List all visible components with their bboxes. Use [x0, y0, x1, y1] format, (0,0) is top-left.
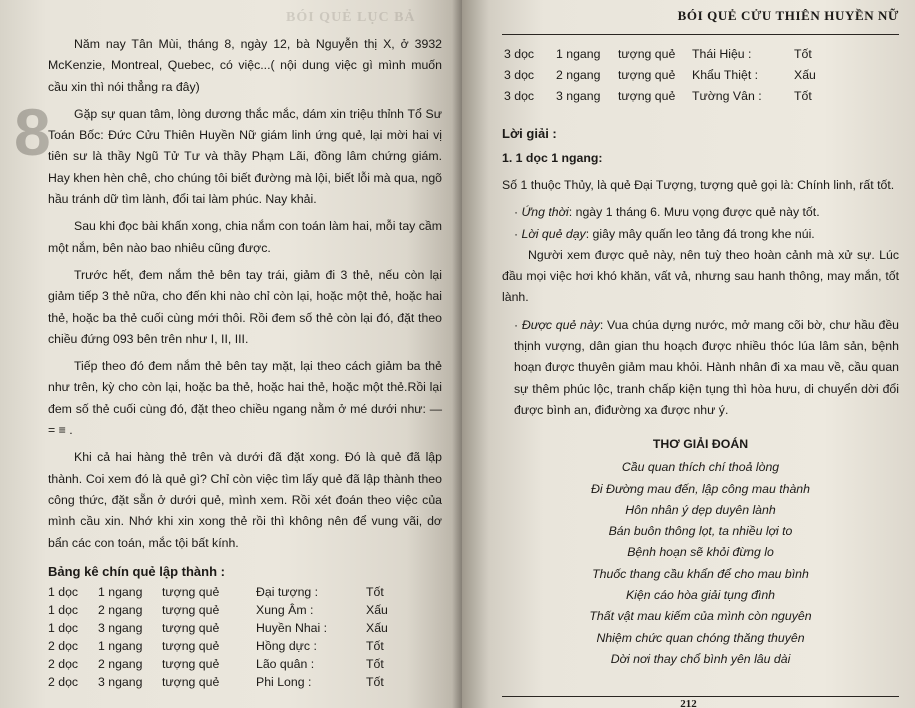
cell-horizontal: 3 ngang	[556, 89, 601, 103]
cell-verdict: Tốt	[366, 584, 384, 599]
cell-vertical: 3 dọc	[504, 47, 535, 61]
cell-verdict: Xấu	[366, 602, 388, 617]
cell-verdict: Tốt	[366, 638, 384, 653]
poem	[502, 457, 899, 670]
cell-verdict: Xấu	[366, 620, 388, 635]
bullet-timing-text: : ngày 1 tháng 6. Mưu vọng được quẻ này tốt.	[568, 205, 820, 220]
table-heading: Bảng kê chín quẻ lập thành :	[48, 563, 225, 579]
ghost-page-number: 8	[14, 95, 51, 169]
footer-rule	[502, 696, 899, 697]
solution-paragraph: Người xem được quẻ này, nên tuỳ theo hoàn cảnh mà xử sự. Lúc đầu mọi việc hơi khó khăn, vất vả, nhưng sau hanh thông, may mắn, tốt lành.	[502, 247, 899, 305]
table-row	[48, 619, 442, 637]
poem-line: Hôn nhân ý dẹp duyên lành	[625, 502, 776, 517]
poem-line: Thuốc thang cầu khẩn để cho mau bình	[592, 566, 809, 581]
poem-line: Cầu quan thích chí thoả lòng	[621, 460, 780, 475]
table-row	[48, 637, 442, 655]
solution-subheading: 1. 1 dọc 1 ngang:	[502, 151, 603, 165]
cell-label: tượng quẻ	[162, 584, 220, 599]
paragraph-prayer: Gặp sự quan tâm, lòng dương thắc mắc, dám xin triệu thỉnh Tổ Sư Toán Bốc: Đức Cửu Thiên Huyền Nữ giám linh ứng quẻ, lại mời hai vị tiên sư là thầy Ngũ Tử Tư và thầy Phạm Lãi, đồng lâm chứng giám. Hay khen hèn chê, cho chúng tôi biết đường mà lội, biết lỗi mà qua, ngõ hầu tránh dữ tìm lành, đổi tai làm phúc. Nay khải.	[48, 106, 442, 207]
cell-horizontal: 2 ngang	[98, 602, 143, 617]
solution-heading: Lời giải :	[502, 126, 557, 141]
table-row	[48, 655, 442, 673]
poem-title: THƠ GIẢI ĐOÁN	[652, 437, 749, 452]
cell-vertical: 3 dọc	[504, 89, 535, 103]
cell-name: Phi Long :	[256, 674, 312, 689]
cell-verdict: Tốt	[366, 656, 384, 671]
paragraph-invocation: Năm nay Tân Mùi, tháng 8, ngày 12, bà Nguyễn thị X, ở 3932 McKenzie, Montreal, Quebec, có việc...( nội dung việc gì mình muốn cầu xin thì nói thẳng ra đây)	[48, 37, 442, 94]
bullet-outcome-text: : Vua chúa dựng nước, mở mang cõi bờ, chư hầu đều thịnh vượng, dân gian thu hoạch được nhiều thóc lúa lâm sản, bệnh hoạn được thuyên giảm mau khỏi. Hành nhân đi xa mau về, cầu quan sự thêm phúc lộc, tranh chấp kiện tụng thì hòa hưu, di chuyển dời đổi được bình an, điđường xa được như ý.	[514, 317, 899, 417]
running-header: BÓI QUẺ CỬU THIÊN HUYỀN NỮ	[502, 0, 899, 35]
cell-name: Xung Âm :	[256, 602, 314, 617]
paragraph-right-hand: Tiếp theo đó đem nắm thẻ bên tay mặt, lại theo cách giảm ba thẻ như trên, kỳ cho còn lại, hoặc ba thẻ, hoặc hai thẻ, hoặc một thẻ.Rồi lại đem số thẻ cuối cùng đó, đặt theo chiều ngang nằm ở mé dưới như: — = ≡ .	[48, 359, 442, 438]
poem-line: Đi Đường mau đến, lập công mau thành	[591, 481, 810, 496]
cell-label: tượng quẻ	[618, 68, 676, 82]
cell-label: tượng quẻ	[162, 620, 220, 635]
hexagram-table-right	[502, 43, 818, 108]
cell-verdict: Tốt	[794, 89, 812, 103]
cell-name: Đại tượng :	[256, 584, 319, 599]
cell-name: Tường Vân :	[692, 89, 762, 103]
poem-line: Bệnh hoạn sẽ khỏi đừng lo	[627, 545, 774, 560]
cell-label: tượng quẻ	[162, 656, 220, 671]
cell-name: Khẩu Thiệt :	[692, 68, 759, 82]
cell-label: tượng quẻ	[162, 638, 220, 653]
cell-verdict: Tốt	[366, 674, 384, 689]
bullet-teaching-text: : giây mây quấn leo tảng đá trong khe núi.	[585, 226, 815, 241]
cell-vertical: 2 dọc	[48, 674, 79, 689]
table-row	[504, 87, 816, 106]
table-row	[504, 45, 816, 64]
cell-label: tượng quẻ	[162, 602, 220, 617]
cell-vertical: 3 dọc	[504, 68, 535, 82]
cell-horizontal: 3 ngang	[98, 620, 143, 635]
cell-vertical: 1 dọc	[48, 602, 79, 617]
cell-label: tượng quẻ	[162, 674, 220, 689]
ghost-header-bleedthrough: BÓI QUẺ LỤC BẢ	[286, 10, 416, 25]
cell-vertical: 2 dọc	[48, 638, 79, 653]
cell-name: Lão quân :	[256, 656, 315, 671]
poem-line: Bán buôn thông lọt, ta nhiều lợi to	[608, 524, 793, 539]
poem-line: Nhiệm chức quan chóng thăng thuyên	[596, 630, 805, 645]
page-number: 212	[680, 698, 697, 708]
poem-line: Dời nơi thay chổ bình yên lâu dài	[610, 651, 791, 666]
table-row	[48, 583, 442, 601]
cell-horizontal: 2 ngang	[556, 68, 601, 82]
cell-name: Hồng dực :	[256, 638, 317, 653]
cell-name: Thái Hiệu :	[692, 47, 752, 61]
paragraph-split-sticks: Sau khi đọc bài khấn xong, chia nắm con toán làm hai, mỗi tay cầm một nắm, bên nào bao nhiêu cũng được.	[48, 219, 442, 255]
cell-horizontal: 1 ngang	[98, 584, 143, 599]
cell-verdict: Tốt	[794, 47, 812, 61]
table-row	[48, 673, 442, 691]
cell-verdict: Xấu	[794, 68, 816, 82]
cell-horizontal: 3 ngang	[98, 674, 143, 689]
table-row	[504, 66, 816, 85]
bullet-outcome: · Được quẻ này: Vua chúa dựng nước, mở mang cõi bờ, chư hầu đều thịnh vượng, dân gian thu hoạch được nhiều thóc lúa lâm sản, bệnh hoạn được thuyên giảm mau khỏi. Hành nhân đi xa mau về, cầu quan sự thêm phúc lộc, tranh chấp kiện tụng thì hòa hưu, di chuyển dời đổi được bình an, điđường xa được như ý.	[514, 317, 899, 417]
solution-intro: Số 1 thuộc Thủy, là quẻ Đại Tượng, tượng quẻ gọi là: Chính linh, rất tốt.	[502, 178, 895, 192]
bullet-timing-label: Ứng thời	[521, 205, 569, 220]
cell-horizontal: 1 ngang	[98, 638, 143, 653]
right-page	[462, 0, 915, 708]
bullet-teaching: · Lời quẻ dạy: giây mây quấn leo tảng đá trong khe núi.	[514, 226, 815, 241]
cell-horizontal: 1 ngang	[556, 47, 601, 61]
cell-vertical: 2 dọc	[48, 656, 79, 671]
hexagram-table-left	[48, 583, 442, 691]
bullet-outcome-label: Được quẻ này	[521, 317, 600, 332]
cell-horizontal: 2 ngang	[98, 656, 143, 671]
poem-line: Kiện cáo hòa giải tụng đình	[625, 588, 776, 603]
paragraph-left-hand: Trước hết, đem nắm thẻ bên tay trái, giảm đi 3 thẻ, nếu còn lại giảm tiếp 3 thẻ nữa, cho đến khi nào chỉ còn lại, hoặc một thẻ, hoặc hai thẻ, hoặc ba thẻ cuối cùng mới thôi. Rồi đem số thẻ còn lại đó, đặt theo chiều đứng 093 bên trên như I, II, III.	[48, 267, 442, 346]
poem-line: Thất vật mau kiếm của mình còn nguyên	[589, 609, 812, 624]
cell-vertical: 1 dọc	[48, 584, 79, 599]
bullet-timing: · Ứng thời: ngày 1 tháng 6. Mưu vọng được quẻ này tốt.	[514, 205, 820, 220]
cell-name: Huyền Nhai :	[256, 620, 328, 635]
cell-label: tượng quẻ	[618, 47, 676, 61]
table-row	[48, 601, 442, 619]
cell-vertical: 1 dọc	[48, 620, 79, 635]
bullet-teaching-label: Lời quẻ dạy	[521, 226, 586, 241]
paragraph-result: Khi cả hai hàng thẻ trên và dưới đã đặt xong. Đó là quẻ đã lập thành. Coi xem đó là quẻ gì? Chỉ còn việc tìm lấy quẻ đã lập thành theo công thức, đặt sẵn ở dưới quẻ, mình xem. Rồi xét đoán theo việc của mình cầu xin. Nhớ khi xin xong thẻ rồi thì không nên để vung vãi, dơ bẩn các con toán, mắc tội bất kính.	[48, 450, 442, 550]
cell-label: tượng quẻ	[618, 89, 676, 103]
